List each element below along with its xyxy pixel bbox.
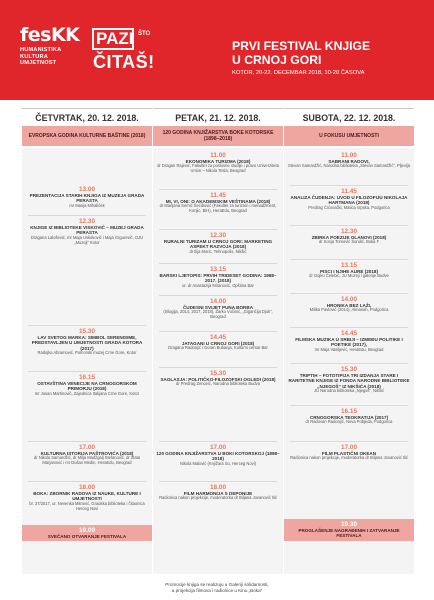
- event-time: 11.00: [341, 152, 357, 159]
- event-time: 14.45: [341, 330, 357, 337]
- schedule-event: [22, 186, 152, 209]
- event-time: 19.00: [79, 527, 95, 534]
- event-description: Dragana Lalošević, mr Maja Uskoković i Maja Grgurević, OJU „Muzeji“ Kotor: [30, 234, 144, 245]
- event-time: 13.15: [210, 266, 226, 273]
- event-title: RURALNI TURIZAM U CRNOJ GORI: MARKETING ASPEKT RAZVOJA (2018): [163, 239, 273, 250]
- event-description: dr Gojko Čelebić, JU Muzeji i galerije Budve: [309, 273, 389, 279]
- event-divider: [290, 363, 408, 364]
- event-title: BOKA: ZBORNIK RADOVA IZ NAUKE, KULTURE I UMJETNOSTI: [33, 491, 141, 502]
- event-description: Radojka Abramović, Pomorski muzej Crne Gore, Kotor: [37, 350, 137, 356]
- event-title: SABRANI RADOVI,: [328, 159, 370, 164]
- schedule-column-friday: [153, 148, 283, 574]
- festival-header: [0, 0, 434, 100]
- pazi-sto-citas-logo: [92, 28, 160, 74]
- event-title: ZBIRKA POEZIJE OLANOVI (2018): [311, 235, 387, 240]
- event-description: mr Maja Vasiljević, HeraEdu, Beograd: [314, 346, 384, 352]
- event-divider: [28, 441, 146, 442]
- event-divider: [290, 293, 408, 294]
- event-description: dr Nikola Samardžić, dr Milja Madžgalj Stefanović, dr Zlata Marjanović i mr Dušan Medin, HeraEdu, Beograd: [33, 455, 141, 466]
- event-time: 16.15: [341, 408, 357, 415]
- event-description: dr Sonja Tomović Šundić, Boka F: [318, 239, 380, 245]
- schedule-event: [153, 192, 283, 214]
- event-title: PISCI I NJIHE AURE (2018): [319, 269, 379, 274]
- event-divider: [28, 325, 146, 326]
- schedule-column-saturday: [284, 148, 414, 574]
- schedule-event: [284, 366, 414, 394]
- event-description: dr Ilija Moric, Tehnopolis, Nikšić: [189, 248, 247, 254]
- schedule-event: [153, 298, 283, 320]
- event-divider: [290, 259, 408, 260]
- event-description: ur. dr Anastazija Miranović, Opština Bar: [182, 282, 254, 288]
- event-time: 18.00: [79, 484, 95, 491]
- event-divider: [159, 295, 277, 296]
- event-time: 12.30: [79, 218, 95, 225]
- event-time: 17.00: [79, 444, 95, 451]
- schedule-event: [284, 296, 414, 313]
- day-header-saturday: SUBOTA, 22. 12. 2018.: [284, 108, 414, 126]
- event-time: 17.00: [341, 444, 357, 451]
- schedule-event: [284, 330, 414, 353]
- event-divider: [159, 331, 277, 332]
- schedule-event: [153, 370, 283, 387]
- event-description: dr Predrag Zenović, Narodna biblioteka Budva: [176, 381, 260, 387]
- event-time: 12.30: [341, 228, 357, 235]
- event-divider: [290, 185, 408, 186]
- event-time: 11.00: [210, 152, 226, 159]
- event-time: 19.30: [341, 521, 357, 528]
- event-divider: [28, 371, 146, 372]
- schedule-event: [284, 444, 414, 461]
- event-description: mr Jovan Martinović, Zajednica Italijana Crne Gore, Kotor: [34, 390, 140, 396]
- event-time: 13.00: [79, 186, 95, 193]
- event-description: dr Dragan Rajević, Fakultet za poslovne studije i pravo Univerziteta Union – Nikola Tesla, Beograd: [157, 163, 279, 174]
- schedule-event: [153, 152, 283, 174]
- festival-title: PRVI FESTIVAL KNJIGE U CRNOJ GORI: [232, 39, 371, 67]
- event-time: 17.00: [210, 444, 226, 451]
- event-title: OSTAVŠTINA VENECIJE NA CRNOGORSKOM PRIMORJU (2018): [37, 381, 137, 392]
- theme-saturday: U FOKUSU UMJETNOSTI: [284, 126, 414, 146]
- logo-sub: HUMANISTIKA KULTURA UMJETNOST: [20, 47, 62, 67]
- highlight-event: [22, 525, 152, 541]
- event-time: 11.45: [210, 192, 226, 199]
- pazi-word: PAZI: [96, 29, 134, 48]
- event-title: PROGLAŠENJE NAGRAĐENIH I ZATVARANJE FESTIVALA: [298, 528, 400, 539]
- event-title: JATAGANI U CRNOJ GORI (2018): [181, 341, 255, 346]
- event-divider: [159, 367, 277, 368]
- event-description: mr Marija Mihaliček: [69, 202, 105, 208]
- event-time: 16.15: [79, 374, 95, 381]
- event-description: Radionica nakon projekcije, moderatorka dr Biljana Jovanović Ilić: [290, 455, 408, 461]
- event-title: FILM HARMONIJA S DEPONIJE: [183, 491, 253, 496]
- event-time: 15.30: [210, 370, 226, 377]
- schedule-column-thursday: [22, 148, 152, 574]
- schedule-event: [284, 188, 414, 211]
- event-time: 14.45: [210, 334, 226, 341]
- event-description: dr Marijana Semić Šećibović (Fakultet za turizam i menadžment, Konjic, BiH), HeraEdu, Beograd: [159, 203, 277, 214]
- schedule-event: [22, 218, 152, 246]
- event-time: 11.45: [341, 188, 357, 195]
- day-header-thursday: ČETVRTAK, 20. 12. 2018.: [22, 108, 152, 126]
- citas-word: ČITAŠ!: [93, 52, 155, 72]
- event-title: ČUDESNI SVIJET PUNA BORBA: [182, 305, 254, 310]
- event-description: Stevan Samardžić, Narodna biblioteka „Stevan Samardžić“, Pljevlja: [288, 163, 410, 169]
- event-time: 12.30: [210, 232, 226, 239]
- event-title: HRONIKA BEZ LAŽI,: [326, 303, 372, 308]
- event-title: FILMSKA MUZIKA U SRBIJI – IZMEĐU POLITIKE I POETIKE (2017),: [295, 337, 403, 348]
- event-time: 15.30: [79, 328, 95, 335]
- event-divider: [290, 405, 408, 406]
- logo-name: fesKK: [20, 24, 80, 46]
- event-description: Nikola Malović (Knjižara So, Herceg Novi): [180, 460, 256, 466]
- schedule-event: [22, 328, 152, 356]
- event-description: dr Radovan Radonjić, Nova Pobjeda, Podgorica: [305, 419, 393, 425]
- event-description: Milika Pavlović (2014), Almanah, Podgorica: [309, 307, 389, 313]
- event-divider: [290, 327, 408, 328]
- event-description: br. 37/2017, ur. Nevenka Mitrović, Gradska biblioteka i čitaonica Herceg Novi: [29, 500, 145, 511]
- event-title: EKONOMIKA TURIZMA (2018): [185, 159, 251, 164]
- event-time: 15.30: [341, 366, 357, 373]
- event-title: PREZENTACIJA STARIH KNJIGA IZ MUZEJA GRADA PERASTA: [29, 193, 145, 204]
- sto-word: ŠTO: [138, 31, 151, 37]
- footer-note: Promocije knjiga se realizuju u Galeriji solidarnosti, a projekcija filmova i radionice u Kinu „Boka“: [165, 582, 269, 593]
- event-divider: [28, 215, 146, 216]
- theme-friday: 120 GODINA KNJIŽARSTVA BOKE KOTORSKE (1898–2018): [153, 126, 283, 146]
- feskk-logo: [20, 26, 79, 67]
- event-description: (trilogija, 2014, 2017, 2018), Žarko Vučinić, „Gigančija Djuk“, Beograd: [163, 309, 273, 320]
- schedule-event: [153, 334, 283, 351]
- schedule-event: [22, 484, 152, 512]
- event-title: ANALIZA ČUDENJA: UVOD U FILOZOFIJU NIKOLAJA HARTMANA (2018): [290, 195, 408, 206]
- event-time: 14.00: [210, 298, 226, 305]
- event-divider: [290, 441, 408, 442]
- event-title: TRIPTIH – FOTOTIPIJA TRI IZDANJA STARE I RARITETNE KNJIGE IZ FONDA NARODNE BIBLIOTEKE „NJEGOŠ“ IZ NIKŠIĆA (2018): [288, 373, 410, 389]
- event-description: JU Narodna biblioteka „Njegoš“, Nikšić: [313, 388, 385, 394]
- schedule-event: [153, 232, 283, 255]
- theme-thursday: EVROPSKA GODINA KULTURNE BAŠTINE (2018): [22, 126, 152, 146]
- event-title: KNJIGE IZ BIBLIOTEKE VISKOVIĆ – MUZEJ GRADA PERASTA: [30, 225, 144, 236]
- schedule-event: [284, 408, 414, 425]
- schedule-event: [284, 262, 414, 279]
- event-description: Radionica nakon projekcije, moderatorka dr Biljana Jovanović Ilić: [159, 495, 277, 501]
- day-header-friday: PETAK, 21. 12. 2018.: [153, 108, 283, 126]
- schedule-event: [153, 444, 283, 467]
- schedule-event: [153, 484, 283, 501]
- event-title: LAV SVETOG MARKA: SIMBOL SERENISIME, PREDSTAVLJEN U UMJETNOSTI GRADA KOTORA (2017): [31, 335, 143, 351]
- highlight-event: [284, 519, 414, 541]
- event-divider: [159, 441, 277, 442]
- schedule-event: [284, 152, 414, 169]
- event-divider: [159, 229, 277, 230]
- event-title: CRNOGORSKA TEOKRATIJA (2017): [309, 415, 389, 420]
- event-description: Predrag Ćićovački, Matica srpska, Podgorica: [308, 204, 390, 210]
- schedule-event: [22, 444, 152, 466]
- event-title: SAGLASJA: POLITIČKO-FILOZOFSKI OGLEDI (2018): [160, 377, 276, 382]
- event-divider: [159, 481, 277, 482]
- event-title: KULTURNA ISTORIJA PAŠTROVIĆA (2018): [40, 451, 134, 456]
- event-divider: [28, 481, 146, 482]
- schedule-event: [284, 228, 414, 245]
- event-time: 18.00: [210, 484, 226, 491]
- event-title: FILM PLASTIČNI OKEAN: [321, 451, 377, 456]
- event-title: MI, VI, ONI: O AKADEMSKIM VEŠTINAMA (2018): [165, 199, 271, 204]
- event-divider: [159, 189, 277, 190]
- event-time: 13.15: [341, 262, 357, 269]
- event-title: BARSKI LJETOPIS: PRVIH TRIDESET GODINA: 1988–2017. (2018): [159, 273, 277, 284]
- festival-dates: KOTOR, 20-22. DECEMBAR 2018, 10-20 ČASOVA: [232, 70, 365, 76]
- event-divider: [159, 263, 277, 264]
- event-divider: [290, 225, 408, 226]
- event-title: 120 GODINA KNJIŽARSTVA U BOKI KOTORSKOJ (1898–2018): [156, 451, 280, 462]
- schedule-event: [153, 266, 283, 289]
- event-description: Dragana Radonjić i Goran Bubanja, Kulturni centar Bar: [168, 345, 268, 351]
- event-time: 14.00: [341, 296, 357, 303]
- schedule-event: [22, 374, 152, 397]
- event-title: SVEČANO OTVARANJE FESTIVALA: [47, 534, 127, 539]
